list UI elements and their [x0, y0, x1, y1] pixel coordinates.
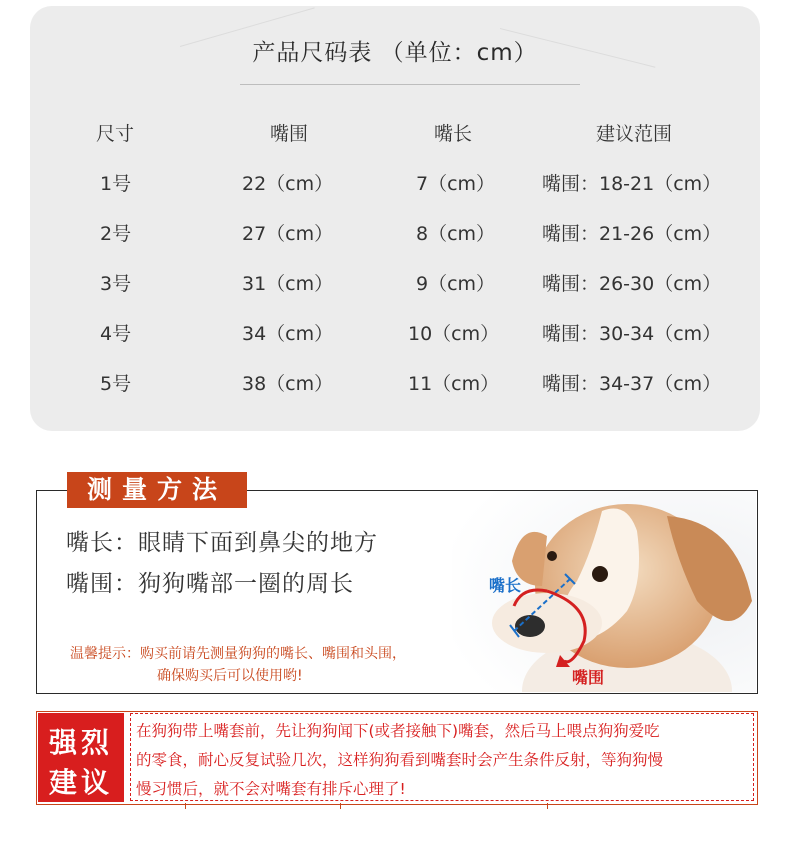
- advice-text-line: 的零食，耐心反复试验几次，这样狗狗看到嘴套时会产生条件反射，等狗狗慢: [136, 751, 664, 769]
- muzzle-circumference-label: 嘴围: [572, 668, 605, 687]
- cell-size: 1号: [100, 173, 132, 195]
- cell-circumference: 27（cm）: [242, 223, 334, 245]
- advice-tag-line2: 建议: [48, 766, 113, 799]
- cell-size: 2号: [100, 223, 132, 245]
- table-row: [30, 319, 760, 349]
- cell-range: 嘴围：26-30（cm）: [542, 273, 722, 295]
- header-size: 尺寸: [96, 123, 135, 145]
- divider-tick: [340, 803, 341, 809]
- cell-size: 4号: [100, 323, 132, 345]
- table-row: [30, 369, 760, 399]
- header-range: 建议范围: [596, 123, 673, 145]
- cell-range: 嘴围：21-26（cm）: [542, 223, 722, 245]
- cell-size: 3号: [100, 273, 132, 295]
- muzzle-length-label: 嘴长: [489, 576, 522, 595]
- cell-range: 嘴围：18-21（cm）: [542, 173, 722, 195]
- cell-size: 5号: [100, 373, 132, 395]
- cell-length: 9（cm）: [416, 273, 496, 295]
- cell-range: 嘴围：34-37（cm）: [542, 373, 722, 395]
- table-row: [30, 169, 760, 199]
- tip-text: 温馨提示：购买前请先测量狗狗的嘴长、嘴围和头围，: [70, 646, 406, 662]
- divider-tick: [185, 803, 186, 809]
- table-row: [30, 219, 760, 249]
- advice-text-line: 在狗狗带上嘴套前，先让狗狗闻下(或者接触下)嘴套，然后马上喂点狗狗爱吃: [136, 722, 660, 740]
- cell-length: 8（cm）: [416, 223, 496, 245]
- cell-length: 7（cm）: [416, 173, 496, 195]
- cell-circumference: 31（cm）: [242, 273, 334, 295]
- size-table-title: 产品尺码表 （单位：cm）: [252, 40, 538, 66]
- cell-length: 10（cm）: [408, 323, 500, 345]
- cell-circumference: 38（cm）: [242, 373, 334, 395]
- measure-method-title: 测量方法: [67, 472, 247, 508]
- table-row: [30, 269, 760, 299]
- header-circumference: 嘴围: [270, 123, 309, 145]
- header-length: 嘴长: [434, 123, 473, 145]
- advice-text-line: 慢习惯后，就不会对嘴套有排斥心理了!: [136, 780, 406, 798]
- measure-length-text: 嘴长：眼睛下面到鼻尖的地方: [66, 530, 378, 556]
- divider-tick: [547, 803, 548, 809]
- advice-tag-line1: 强烈: [48, 726, 113, 759]
- title-divider: [240, 84, 580, 85]
- cell-circumference: 34（cm）: [242, 323, 334, 345]
- tip-text-2: 确保购买后可以使用哟!: [157, 668, 303, 684]
- table-header-row: [30, 119, 760, 149]
- cell-circumference: 22（cm）: [242, 173, 334, 195]
- cell-range: 嘴围：30-34（cm）: [542, 323, 722, 345]
- advice-tag: [38, 713, 124, 802]
- measure-circumference-text: 嘴围：狗狗嘴部一圈的周长: [66, 571, 354, 597]
- cell-length: 11（cm）: [408, 373, 500, 395]
